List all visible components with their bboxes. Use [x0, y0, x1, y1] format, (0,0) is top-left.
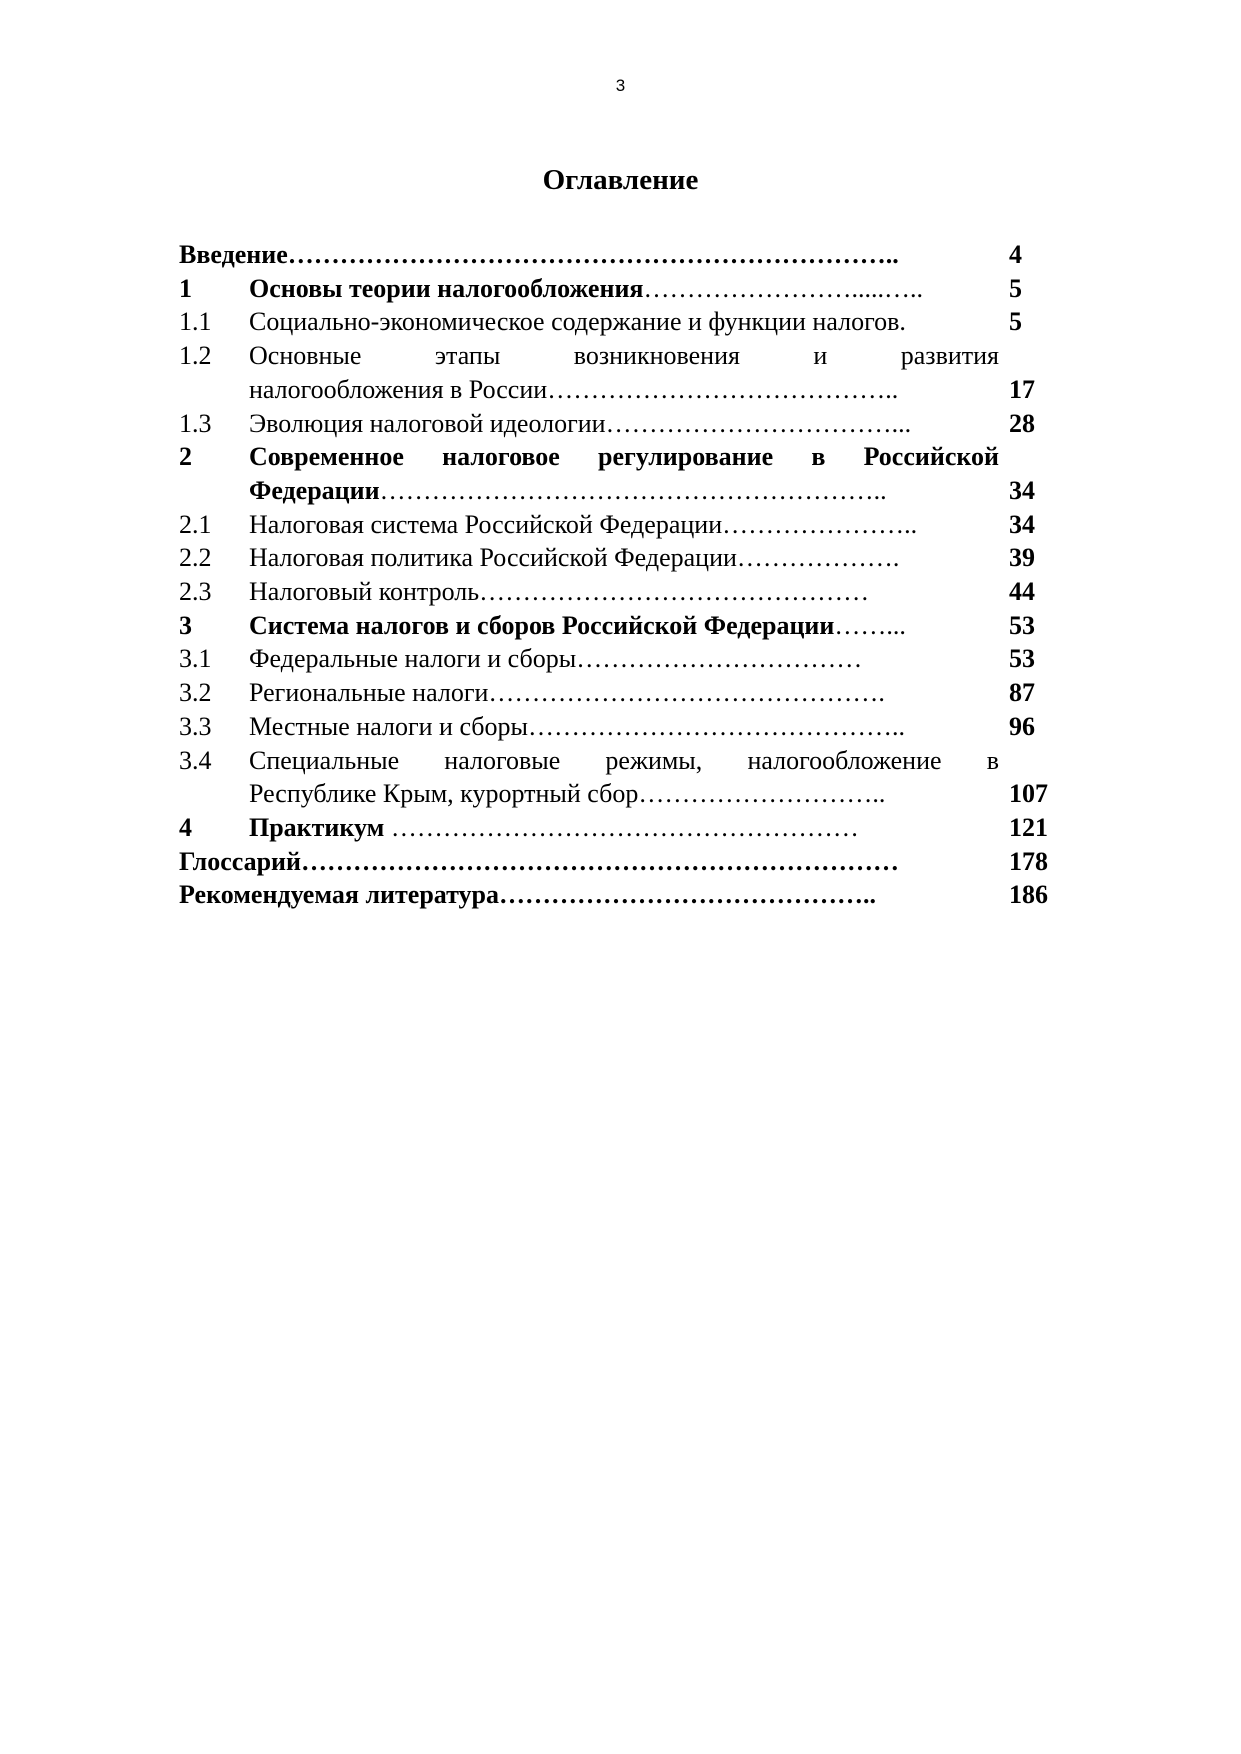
toc-page-number: 121 [1009, 812, 1048, 842]
toc-entry-number: 3.3 [179, 711, 212, 741]
toc-entry-text: Практикум ……………………………………………… [249, 812, 859, 842]
toc-entry-text: Налоговая система Российской Федерации………………….. [249, 509, 918, 539]
toc-entry-3-2[interactable] [179, 676, 1059, 710]
toc-entry-chapter-1[interactable] [179, 272, 1059, 306]
toc-entry-1-1[interactable] [179, 305, 1059, 339]
toc-page-number: 53 [1009, 610, 1035, 640]
toc-entry-text: Современное налоговое регулирование в Российской Федерации………………………………………………….. [249, 442, 999, 505]
toc-entry-number: 3.4 [179, 745, 212, 775]
toc-entry-text: Налоговый контроль……………………………………… [249, 577, 870, 607]
toc-entry-literature[interactable] [179, 878, 1059, 912]
toc-entry-text: Специальные налоговые режимы, налогообложение в Республике Крым, курортный сбор……………………….. [249, 745, 999, 809]
toc-entry-number: 1.3 [179, 408, 212, 438]
toc-entry-text: Эволюция налоговой идеологии……………………………... [249, 408, 912, 438]
toc-entry-1-2[interactable] [179, 339, 1059, 406]
toc-entry-text: Основные этапы возникновения и развития налогообложения в России………………………………….. [249, 341, 999, 404]
toc-entry-number: 2.2 [179, 543, 212, 573]
toc-page-number: 186 [1009, 880, 1048, 910]
toc-page-number: 34 [1009, 509, 1035, 539]
toc-entry-chapter-4[interactable] [179, 811, 1059, 845]
table-of-contents [179, 238, 1059, 912]
toc-entry-2-3[interactable] [179, 575, 1059, 609]
toc-entry-text: Федеральные налоги и сборы…………………………… [249, 644, 863, 674]
toc-page-number: 34 [1009, 475, 1035, 505]
toc-entry-text: Социально-экономическое содержание и функции налогов. [249, 307, 906, 337]
toc-entry-introduction[interactable] [179, 238, 1059, 272]
toc-page-number: 178 [1009, 846, 1048, 876]
toc-entry-1-3[interactable] [179, 407, 1059, 441]
toc-page-number: 107 [1009, 779, 1048, 809]
toc-entry-3-3[interactable] [179, 710, 1059, 744]
toc-page-number: 28 [1009, 408, 1035, 438]
toc-entry-chapter-2[interactable] [179, 440, 1059, 507]
toc-page-number: 87 [1009, 678, 1035, 708]
toc-entry-number: 2.1 [179, 509, 212, 539]
toc-entry-2-1[interactable] [179, 508, 1059, 542]
toc-page-number: 4 [1009, 240, 1022, 269]
toc-entry-3-4[interactable] [179, 744, 1059, 811]
toc-entry-glossary[interactable] [179, 845, 1059, 879]
toc-entry-number: 2 [179, 442, 192, 472]
toc-entry-number: 3 [179, 610, 192, 640]
toc-page-number: 96 [1009, 711, 1035, 741]
toc-entry-chapter-3[interactable] [179, 609, 1059, 643]
toc-entry-text: Глоссарий…………………………………………………………… [179, 846, 900, 876]
toc-entry-text: Основы теории налогообложения…………………….....….. [249, 273, 923, 303]
toc-page-number: 5 [1009, 307, 1022, 337]
toc-page-number: 5 [1009, 273, 1022, 303]
toc-entry-text: Налоговая политика Российской Федерации………………. [249, 543, 900, 573]
toc-entry-2-2[interactable] [179, 541, 1059, 575]
toc-entry-number: 3.1 [179, 644, 212, 674]
toc-entry-text: Рекомендуемая литература…………………………………….. [179, 880, 876, 910]
toc-entry-text: Введение…………………………………………………………….. [179, 240, 899, 269]
toc-page-number: 53 [1009, 644, 1035, 674]
toc-entry-number: 3.2 [179, 678, 212, 708]
toc-page-number: 39 [1009, 543, 1035, 573]
toc-entry-3-1[interactable] [179, 642, 1059, 676]
toc-entry-number: 1.2 [179, 341, 212, 371]
toc-entry-number: 2.3 [179, 577, 212, 607]
toc-entry-number: 4 [179, 812, 192, 842]
toc-entry-text: Система налогов и сборов Российской Федерации……... [249, 610, 906, 640]
toc-entry-number: 1 [179, 273, 192, 303]
toc-entry-text: Региональные налоги………………………………………. [249, 678, 885, 708]
toc-entry-number: 1.1 [179, 307, 212, 337]
toc-page-number: 44 [1009, 577, 1035, 607]
toc-title: Оглавление [542, 164, 699, 196]
toc-page-number: 17 [1009, 374, 1035, 404]
toc-entry-text: Местные налоги и сборы…………………………………….. [249, 711, 905, 741]
page-number: 3 [615, 76, 626, 95]
